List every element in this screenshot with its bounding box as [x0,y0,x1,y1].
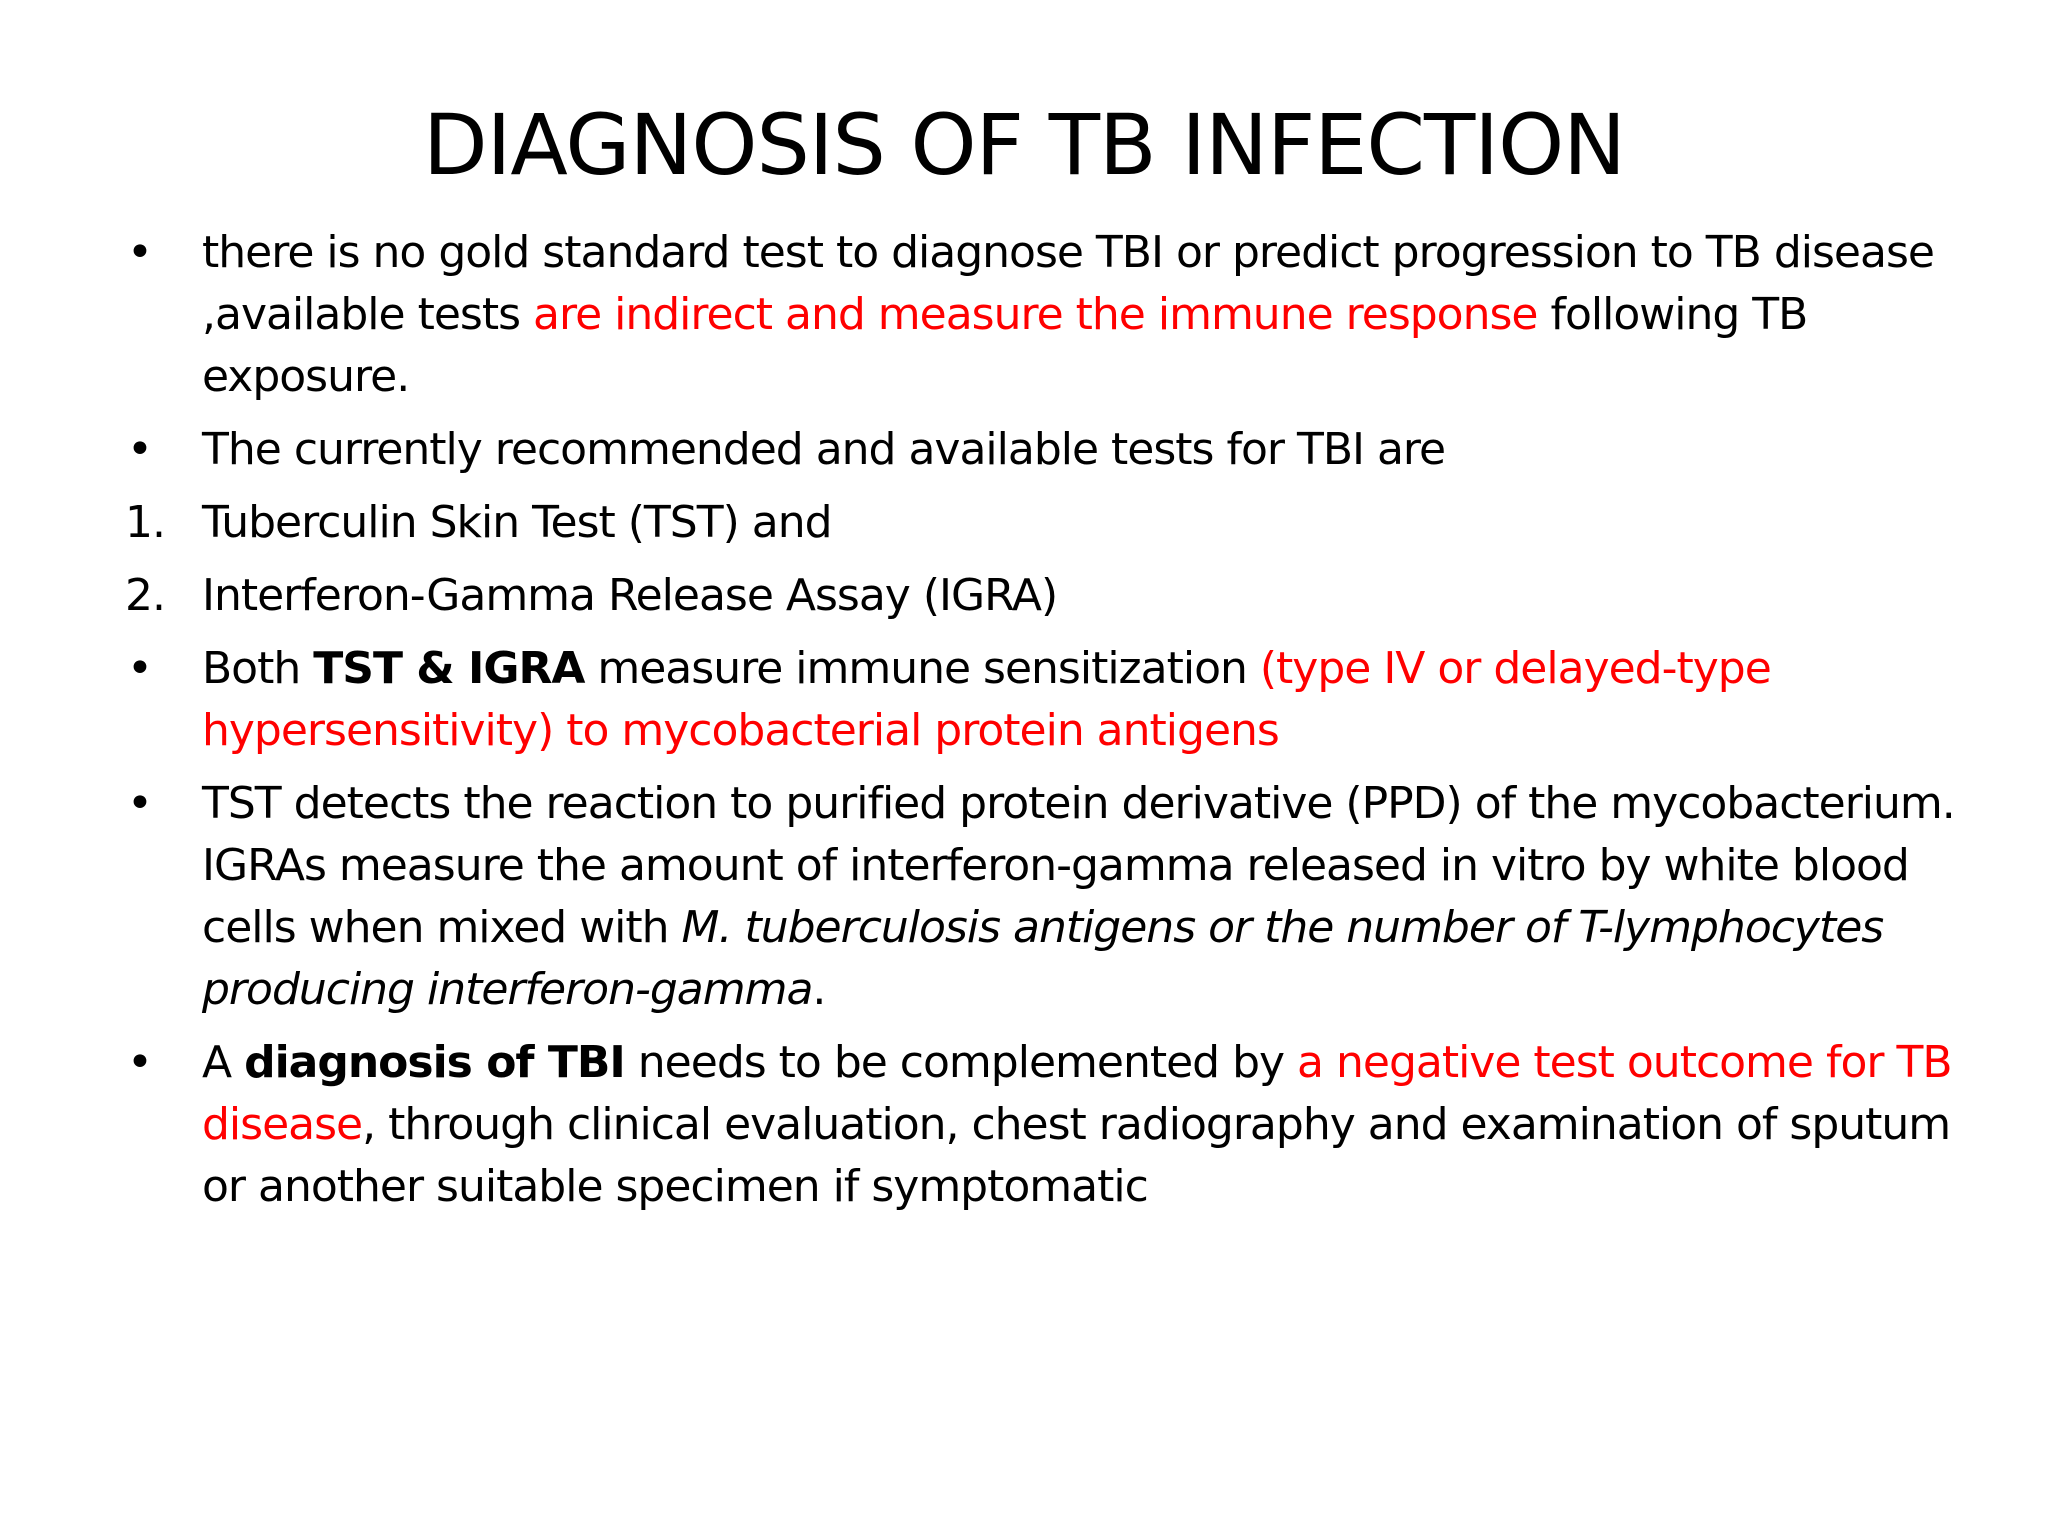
highlighted-text: are indirect and measure the immune response [532,289,1538,340]
bullet-text: following TB exposure. [202,289,1808,402]
bullet-text: TST detects the reaction to purified protein derivative (PPD) of the mycobacterium. IGRAs measure the amount of interferon-gamma released in vitro by white blood cells when mixed with [202,778,1955,953]
numbered-text: Tuberculin Skin Test (TST) and [202,497,832,548]
numbered-text: Interferon-Gamma Release Assay (IGRA) [202,570,1058,621]
bold-text: diagnosis of TBI [244,1037,625,1088]
bullet-text: The currently recommended and available tests for TBI are [202,424,1446,475]
numbered-item [125,492,1955,554]
slide-title: DIAGNOSIS OF TB INFECTION [422,96,1626,194]
bullet-text: measure immune sensitization [584,643,1260,694]
highlighted-text: a negative test outcome for TB disease [202,1037,1952,1150]
slide-body [125,222,1955,1229]
italic-text: M. tuberculosis antigens or the number of T-lymphocytes producing interferon-gamma [202,902,1884,1015]
bullet-marker: • [127,424,152,475]
bullet-item [125,222,1955,408]
bullet-text: , through clinical evaluation, chest radiography and examination of sputum or another suitable specimen if symptomatic [202,1099,1951,1212]
bullet-item [125,638,1955,762]
bullet-marker: • [127,227,152,278]
bullet-text: Both [202,643,314,694]
number-marker: 1. [125,497,165,548]
number-marker: 2. [125,570,165,621]
bullet-text: A [202,1037,245,1088]
numbered-item [125,565,1955,627]
bullet-text: there is no gold standard test to diagnose TBI or predict progression to TB disease ,available tests [202,227,1934,340]
highlighted-text: (type IV or delayed-type hypersensitivity) to mycobacterial protein antigens [202,643,1771,756]
bullet-marker: • [127,1037,152,1088]
bullet-item [125,419,1955,481]
bullet-item [125,1032,1955,1218]
bullet-text: needs to be complemented by [624,1037,1298,1088]
bullet-marker: • [127,778,152,829]
bold-text: TST & IGRA [313,643,585,694]
bullet-item [125,773,1955,1021]
bullet-text: . [812,964,826,1015]
bullet-marker: • [127,643,152,694]
